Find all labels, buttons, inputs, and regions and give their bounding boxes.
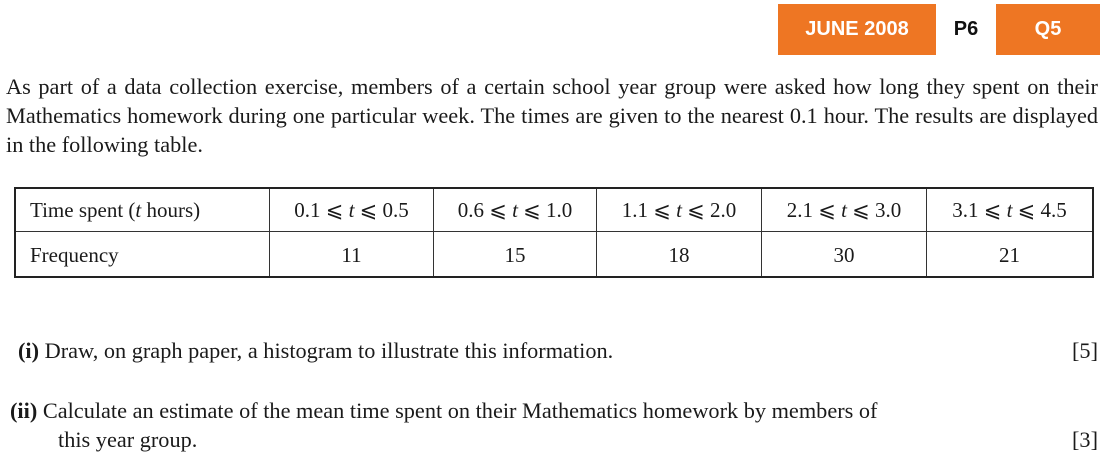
frequency-cell: 15 [434, 232, 597, 278]
question-intro-text: As part of a data collection exercise, members of a certain school year group were asked how long they spent on their Mathematics homework during one particular week. The times are given to the nearest 0.1 hour. The results are displayed in the following table. [6, 74, 1098, 157]
part-text-continued: this year group. [58, 427, 198, 452]
interval-cell: 0.6 ⩽ t ⩽ 1.0 [434, 188, 597, 232]
frequency-cell: 18 [597, 232, 762, 278]
part-text: Calculate an estimate of the mean time spent on their Mathematics homework by members of [42, 398, 878, 423]
question-badge [778, 4, 1100, 55]
frequency-table [14, 187, 1094, 278]
interval-cell: 3.1 ⩽ t ⩽ 4.5 [927, 188, 1094, 232]
part-text: Draw, on graph paper, a histogram to illustrate this information. [44, 338, 614, 363]
interval-cell: 2.1 ⩽ t ⩽ 3.0 [762, 188, 927, 232]
exam-date-label: JUNE 2008 [778, 4, 936, 55]
part-number: (i) [18, 338, 40, 363]
interval-cell: 1.1 ⩽ t ⩽ 2.0 [597, 188, 762, 232]
marks-label: [5] [1072, 338, 1098, 363]
table-row [15, 188, 1093, 232]
interval-cell: 0.1 ⩽ t ⩽ 0.5 [270, 188, 434, 232]
question-number-label: Q5 [996, 4, 1100, 55]
time-spent-header: Time spent (t hours) [15, 188, 270, 232]
frequency-cell: 11 [270, 232, 434, 278]
question-part-i [18, 336, 1098, 365]
question-part-ii [10, 396, 1098, 454]
table-row [15, 232, 1093, 278]
marks-label: [3] [1072, 427, 1098, 452]
frequency-cell: 21 [927, 232, 1094, 278]
part-number: (ii) [10, 398, 38, 423]
frequency-header: Frequency [15, 232, 270, 278]
paper-label: P6 [936, 4, 996, 55]
frequency-cell: 30 [762, 232, 927, 278]
